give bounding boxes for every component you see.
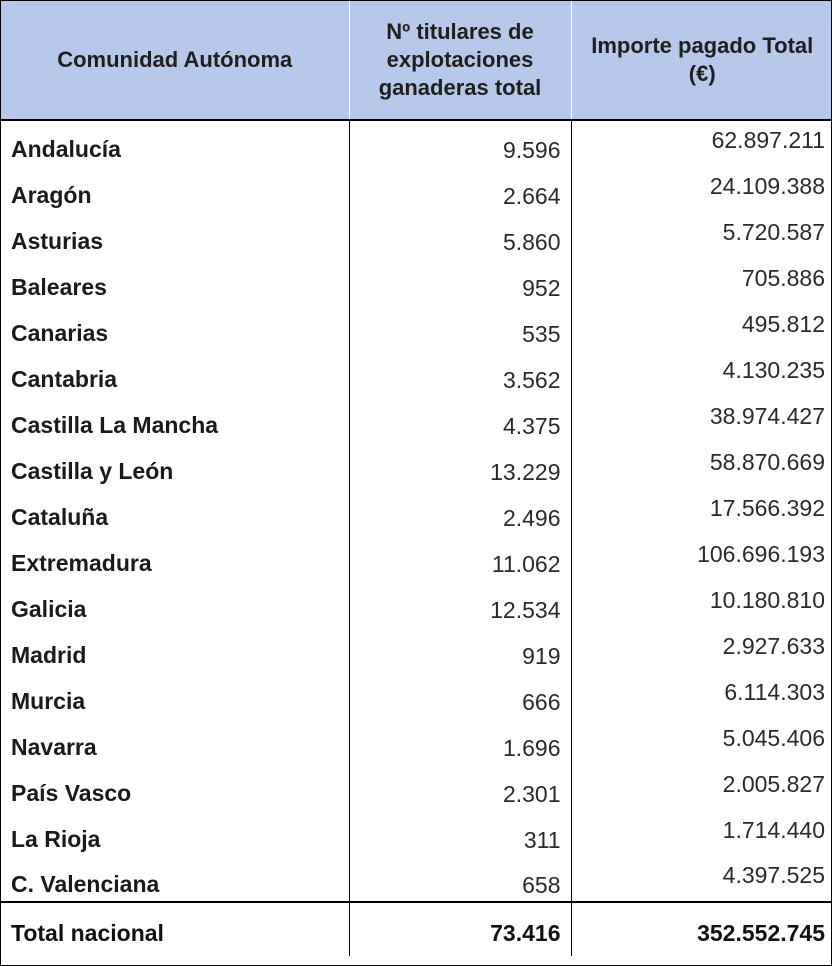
total-row [1,902,832,956]
amount-cell: 1.714.440 [722,816,825,843]
table-row [1,488,832,534]
amount-cell: 106.696.193 [697,540,825,567]
holders-cell: 2.301 [349,764,571,810]
region-cell: Cataluña [1,488,349,534]
region-cell: Aragón [1,166,349,212]
payments-table [1,1,832,956]
table-row [1,718,832,764]
region-cell: Galicia [1,580,349,626]
amount-cell: 5.720.587 [722,218,825,245]
region-cell: Extremadura [1,534,349,580]
amount-cell: 4.130.235 [722,356,825,383]
amount-cell: 58.870.669 [709,448,825,475]
total-holders-cell: 73.416 [349,902,571,956]
amount-cell: 10.180.810 [709,586,825,613]
region-cell: La Rioja [1,810,349,856]
table-row [1,580,832,626]
table-row [1,442,832,488]
region-cell: Andalucía [1,120,349,166]
table-row [1,396,832,442]
table-header-row [1,1,832,120]
table-row [1,672,832,718]
holders-cell: 3.562 [349,350,571,396]
holders-cell: 2.664 [349,166,571,212]
holders-cell: 952 [349,258,571,304]
region-cell: Baleares [1,258,349,304]
table-row [1,764,832,810]
table-row [1,120,832,166]
holders-cell: 535 [349,304,571,350]
region-cell: Navarra [1,718,349,764]
amount-cell: 17.566.392 [709,494,825,521]
amount-cell: 2.927.633 [722,632,825,659]
holders-cell: 9.596 [349,120,571,166]
region-cell: Murcia [1,672,349,718]
table-row [1,350,832,396]
holders-cell: 4.375 [349,396,571,442]
holders-cell: 311 [349,810,571,856]
holders-cell: 658 [349,856,571,902]
amount-cell: 24.109.388 [709,172,825,199]
table-row [1,304,832,350]
amount-cell: 62.897.211 [711,127,825,153]
holders-cell: 919 [349,626,571,672]
region-cell: Castilla y León [1,442,349,488]
holders-cell: 5.860 [349,212,571,258]
amount-cell: 2.005.827 [722,770,825,797]
total-amount-cell: 352.552.745 [571,902,832,956]
region-cell: Cantabria [1,350,349,396]
region-cell: Castilla La Mancha [1,396,349,442]
holders-cell: 2.496 [349,488,571,534]
table-row [1,166,832,212]
table-row [1,810,832,856]
amount-cell: 38.974.427 [709,402,825,429]
table-row [1,212,832,258]
header-community: Comunidad Autónoma [1,1,349,120]
amount-cell: 4.397.525 [722,862,825,888]
holders-cell: 12.534 [349,580,571,626]
table-row [1,258,832,304]
holders-cell: 666 [349,672,571,718]
region-cell: Asturias [1,212,349,258]
amount-cell: 705.886 [741,264,825,291]
holders-cell: 11.062 [349,534,571,580]
header-amount: Importe pagado Total (€) [571,1,832,120]
table-body [1,120,832,956]
holders-cell: 13.229 [349,442,571,488]
total-label-cell: Total nacional [1,902,349,956]
amount-cell: 5.045.406 [722,724,825,751]
region-cell: País Vasco [1,764,349,810]
table-row [1,626,832,672]
table-row [1,856,832,902]
header-holders: Nº titulares de explotaciones ganaderas total [349,1,571,120]
holders-cell: 1.696 [349,718,571,764]
region-cell: Canarias [1,304,349,350]
region-cell: Madrid [1,626,349,672]
amount-cell: 6.114.303 [724,678,825,705]
region-cell: C. Valenciana [1,856,349,902]
table-row [1,534,832,580]
amount-cell: 495.812 [741,310,825,337]
